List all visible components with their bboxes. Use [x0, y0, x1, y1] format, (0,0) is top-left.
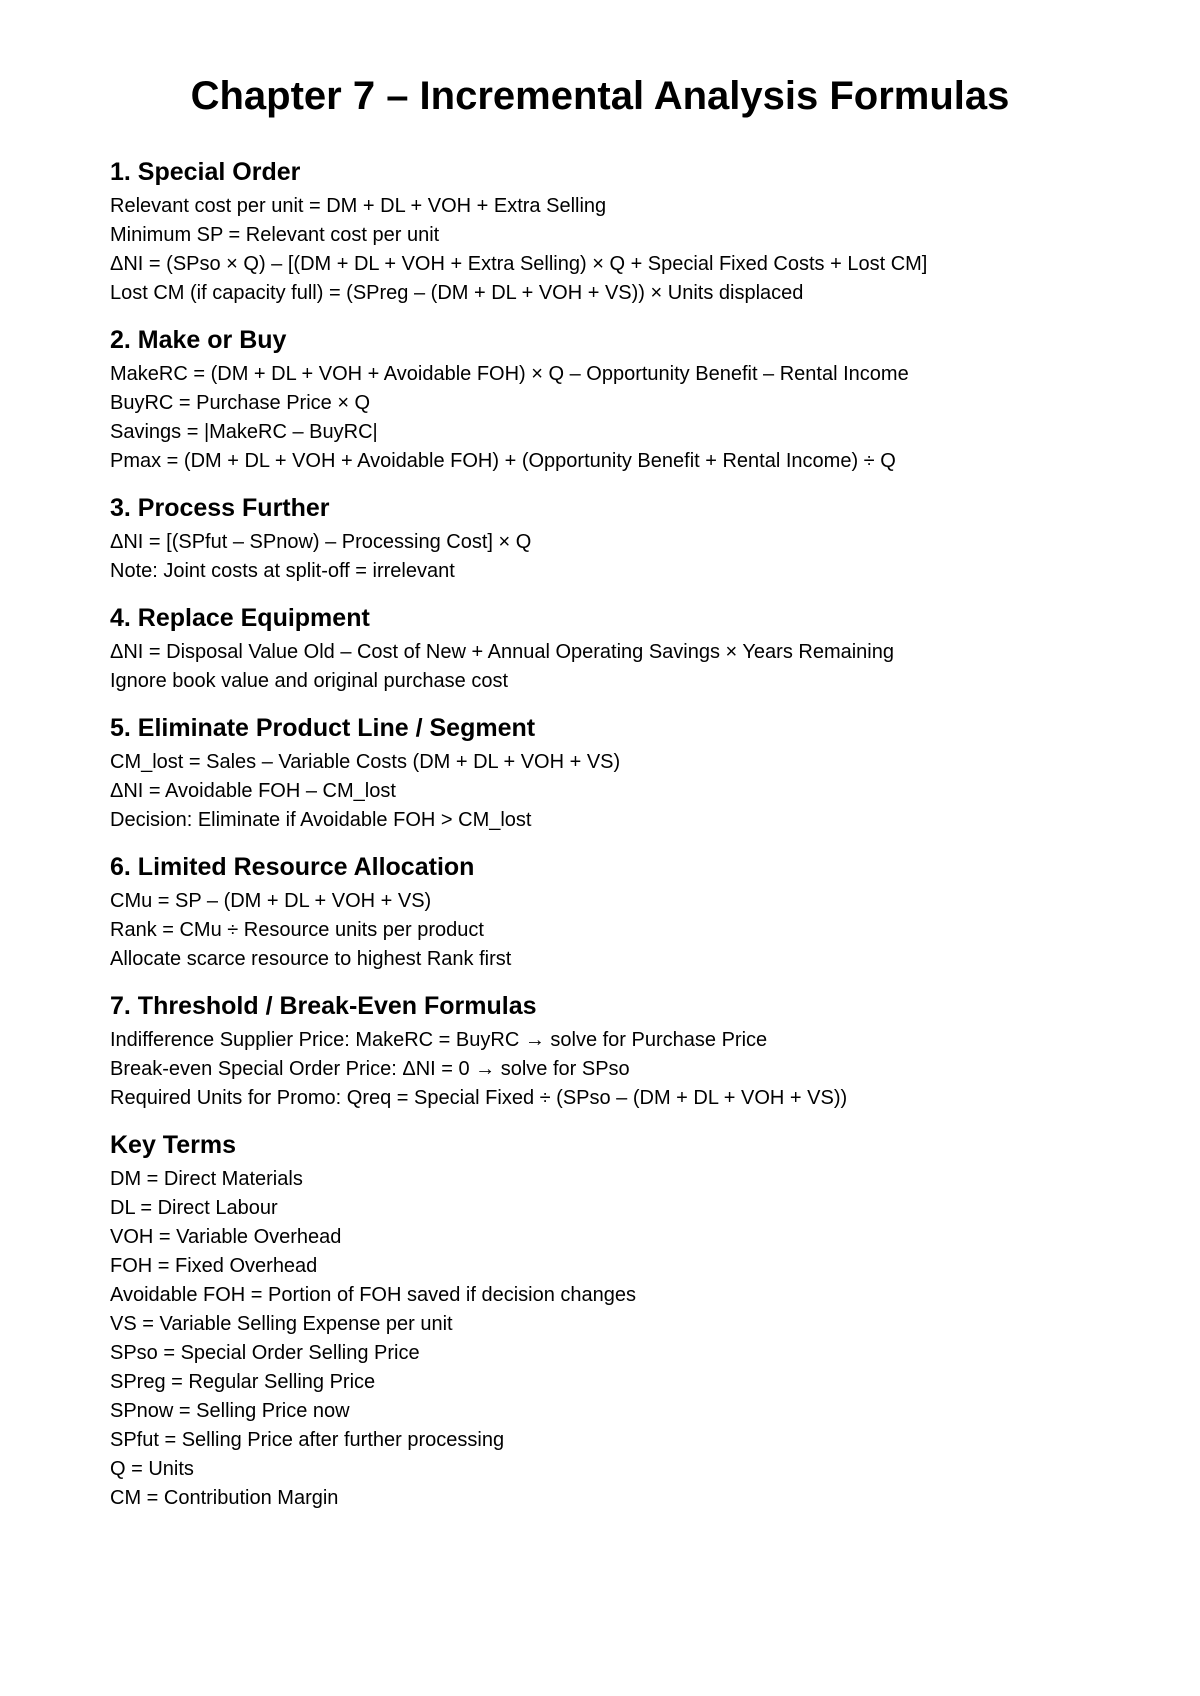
section-heading: Key Terms — [110, 1131, 236, 1159]
section-limited-resource — [110, 851, 1110, 974]
formula-line: Decision: Eliminate if Avoidable FOH > CM_lost — [110, 809, 532, 831]
formula-line: Relevant cost per unit = DM + DL + VOH + Extra Selling — [110, 195, 607, 217]
formula-line: MakeRC = (DM + DL + VOH + Avoidable FOH) × Q – Opportunity Benefit – Rental Income — [110, 363, 909, 385]
formula-line: Minimum SP = Relevant cost per unit — [110, 224, 440, 246]
formula-line: Pmax = (DM + DL + VOH + Avoidable FOH) + (Opportunity Benefit + Rental Income) ÷ Q — [110, 450, 896, 472]
formula-line: Required Units for Promo: Qreq = Special Fixed ÷ (SPso – (DM + DL + VOH + VS)) — [110, 1087, 848, 1109]
section-heading: 2. Make or Buy — [110, 326, 287, 354]
formula-line: CMu = SP – (DM + DL + VOH + VS) — [110, 890, 432, 912]
section-heading: 6. Limited Resource Allocation — [110, 853, 475, 881]
formula-line: Break-even Special Order Price: ΔNI = 0 → solve for SPso — [110, 1058, 630, 1080]
term-line: DM = Direct Materials — [110, 1168, 303, 1190]
formula-line: ΔNI = Avoidable FOH – CM_lost — [110, 780, 396, 802]
formula-line: Note: Joint costs at split-off = irrelevant — [110, 560, 455, 582]
section-process-further — [110, 492, 1110, 586]
formula-line: Savings = |MakeRC – BuyRC| — [110, 421, 378, 443]
formula-line: Ignore book value and original purchase cost — [110, 670, 509, 692]
formula-line: ΔNI = [(SPfut – SPnow) – Processing Cost] × Q — [110, 531, 532, 553]
formula-line: ΔNI = Disposal Value Old – Cost of New + Annual Operating Savings × Years Remaining — [110, 641, 894, 663]
section-key-terms — [110, 1129, 1110, 1513]
term-line: SPnow = Selling Price now — [110, 1400, 350, 1422]
section-threshold-break-even — [110, 990, 1110, 1113]
formula-line: CM_lost = Sales – Variable Costs (DM + DL + VOH + VS) — [110, 751, 621, 773]
term-line: SPreg = Regular Selling Price — [110, 1371, 376, 1393]
term-line: SPfut = Selling Price after further processing — [110, 1429, 505, 1451]
formula-line: Allocate scarce resource to highest Rank first — [110, 948, 512, 970]
term-line: Avoidable FOH = Portion of FOH saved if decision changes — [110, 1284, 637, 1306]
section-heading: 7. Threshold / Break-Even Formulas — [110, 992, 537, 1020]
term-line: VOH = Variable Overhead — [110, 1226, 342, 1248]
page-title: Chapter 7 – Incremental Analysis Formulas — [190, 74, 1010, 118]
formula-line: Rank = CMu ÷ Resource units per product — [110, 919, 484, 941]
section-replace-equipment — [110, 602, 1110, 696]
term-line: DL = Direct Labour — [110, 1197, 278, 1219]
section-eliminate-product-line — [110, 712, 1110, 835]
formula-line: Indifference Supplier Price: MakeRC = BuyRC → solve for Purchase Price — [110, 1029, 768, 1051]
term-line: SPso = Special Order Selling Price — [110, 1342, 420, 1364]
formula-line: Lost CM (if capacity full) = (SPreg – (DM + DL + VOH + VS)) × Units displaced — [110, 282, 804, 304]
section-heading: 1. Special Order — [110, 158, 301, 186]
term-line: Q = Units — [110, 1458, 194, 1480]
section-heading: 4. Replace Equipment — [110, 604, 370, 632]
formula-line: BuyRC = Purchase Price × Q — [110, 392, 371, 414]
term-line: VS = Variable Selling Expense per unit — [110, 1313, 453, 1335]
formula-line: ΔNI = (SPso × Q) – [(DM + DL + VOH + Extra Selling) × Q + Special Fixed Costs + Lost CM] — [110, 253, 928, 275]
section-special-order — [110, 156, 1110, 308]
section-heading: 3. Process Further — [110, 494, 330, 522]
term-line: CM = Contribution Margin — [110, 1487, 339, 1509]
term-line: FOH = Fixed Overhead — [110, 1255, 318, 1277]
section-make-or-buy — [110, 324, 1110, 476]
document-body — [110, 156, 1110, 1529]
section-heading: 5. Eliminate Product Line / Segment — [110, 714, 536, 742]
